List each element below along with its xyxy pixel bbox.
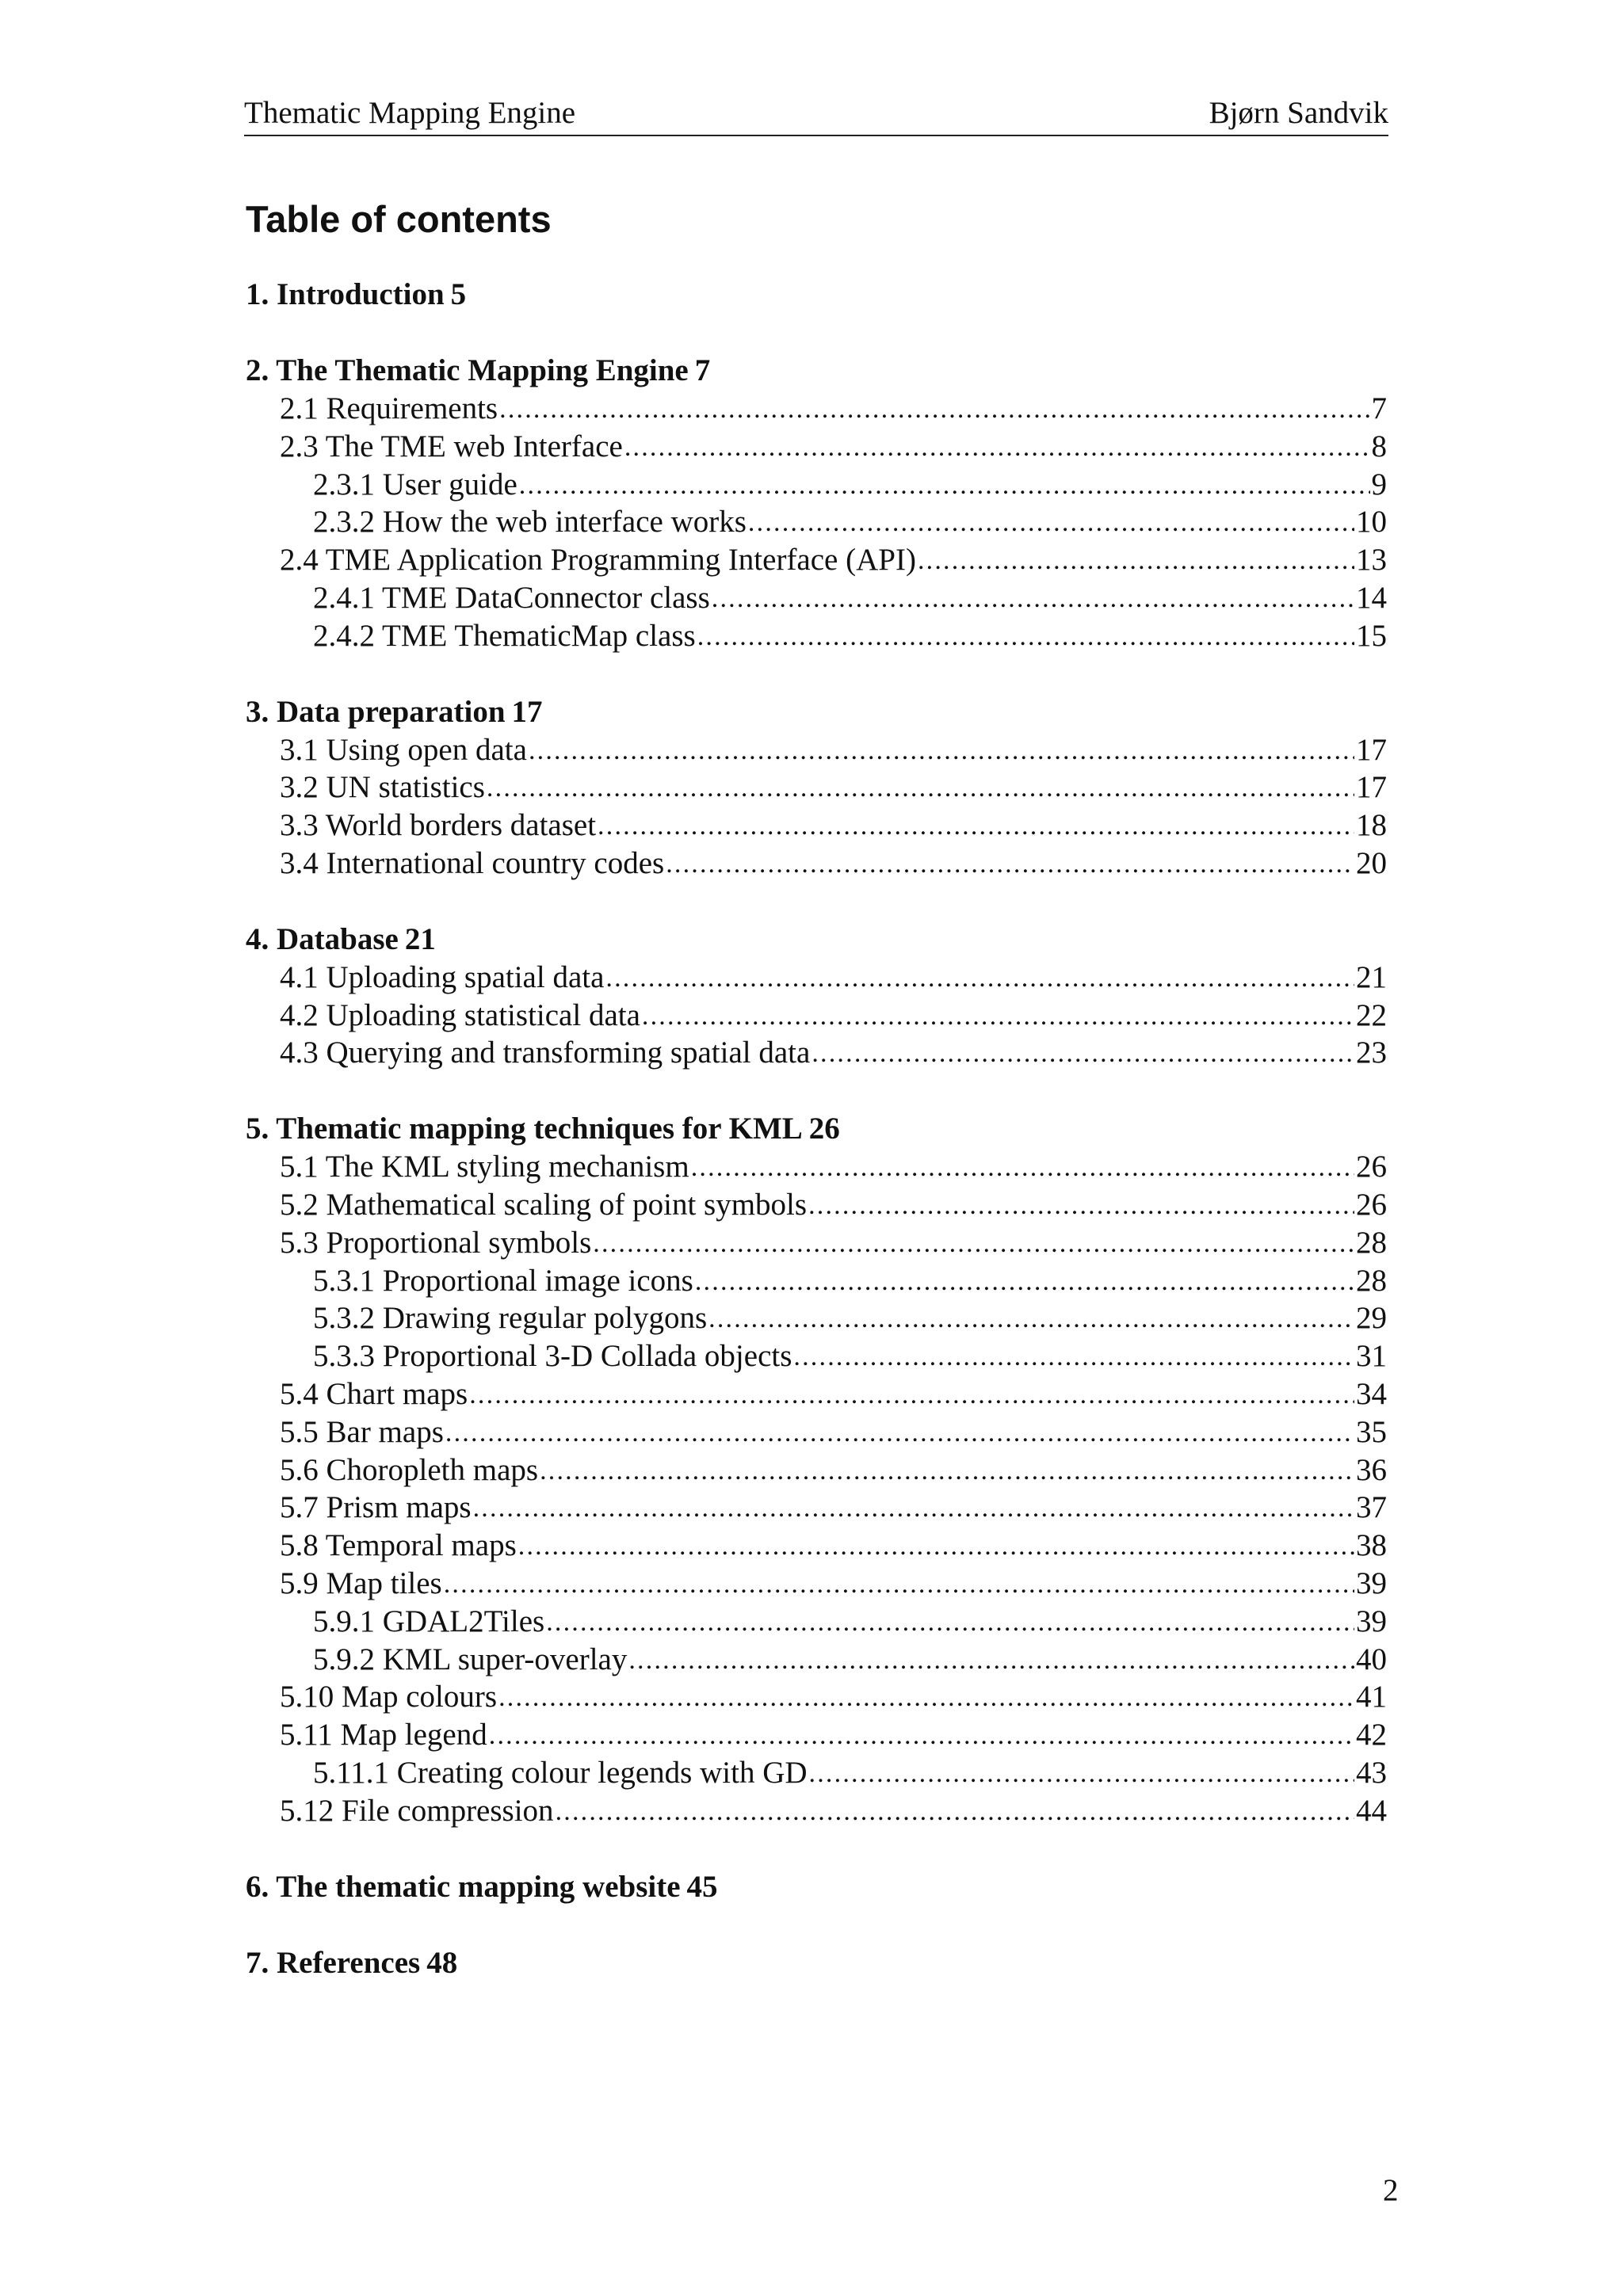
toc-entry[interactable] [246,1224,1387,1262]
toc-entry-label: 4.3 Querying and transforming spatial data [280,1035,811,1070]
toc-entry[interactable] [246,1641,1387,1679]
running-header [244,93,1388,136]
toc-entry-page-number: 17 [1356,770,1387,805]
page-title: Table of contents [246,198,552,240]
dot-leader [697,616,1354,656]
toc-entry[interactable] [246,845,1387,883]
toc-chapter-spacer [506,693,512,731]
toc-entry-label: 5.5 Bar maps [280,1414,444,1449]
toc-entry[interactable] [246,1337,1387,1375]
dot-leader [498,1677,1354,1717]
toc-entry[interactable] [246,1186,1387,1224]
dot-leader [793,1337,1354,1376]
toc-entry-page-number: 39 [1356,1566,1387,1600]
toc-entry-page-number: 29 [1356,1301,1387,1336]
toc-entry-label: 2.1 Requirements [280,391,498,425]
toc-entry-label: 5.2 Mathematical scaling of point symbols [280,1187,808,1222]
toc-entry-label: 5.1 The KML styling mechanism [280,1150,689,1184]
toc-chapter-spacer [420,1944,426,1982]
dot-leader [487,768,1354,807]
toc-entry-page-number: 34 [1356,1376,1387,1411]
toc-entry-label: 2.4.2 TME ThematicMap class [313,618,696,653]
toc-chapter-heading[interactable] [246,693,1387,731]
toc-chapter-heading[interactable] [246,1110,1387,1148]
toc-entry[interactable] [246,1262,1387,1300]
toc-entry-label: 2.3 The TME web Interface [280,429,623,463]
toc-entry-page-number: 39 [1356,1604,1387,1638]
toc-entry-label: 5.10 Map colours [280,1680,498,1714]
toc-entry-page-number: 26 [1356,1150,1387,1184]
toc-entry[interactable] [246,1148,1387,1186]
toc-entry-label: 2.4.1 TME DataConnector class [313,580,710,615]
toc-entry[interactable] [246,1413,1387,1451]
toc-chapter-page-number: 26 [808,1112,840,1146]
toc-entry-page-number: 13 [1356,543,1387,578]
toc-entry-page-number: 42 [1356,1718,1387,1753]
toc-entry-page-number: 40 [1356,1642,1387,1676]
dot-leader [518,1526,1354,1566]
toc-entry-page-number: 35 [1356,1414,1387,1449]
dot-leader [666,844,1354,883]
toc-chapter-label: 5. Thematic mapping techniques for KML [246,1112,803,1146]
toc-entry-label: 4.1 Uploading spatial data [280,959,605,994]
dot-leader [809,1753,1354,1793]
dot-leader [546,1602,1354,1642]
toc-chapter-label: 2. The Thematic Mapping Engine [246,353,689,387]
dot-leader [628,1640,1354,1680]
toc-entry-page-number: 14 [1356,580,1387,615]
dot-leader [918,540,1354,580]
toc-entry-page-number: 37 [1356,1490,1387,1525]
toc-entry-page-number: 28 [1356,1263,1387,1298]
toc-entry-page-number: 43 [1356,1755,1387,1790]
toc-entry[interactable] [246,541,1387,579]
toc-entry-page-number: 9 [1371,467,1387,502]
toc-entry[interactable] [246,1678,1387,1716]
toc-entry[interactable] [246,428,1387,466]
toc-chapter-heading[interactable] [246,921,1387,959]
toc-entry-label: 5.9.1 GDAL2Tiles [313,1604,545,1638]
toc-chapter-heading[interactable] [246,1868,1387,1906]
toc-entry-label: 4.2 Uploading statistical data [280,997,640,1032]
dot-leader [691,1147,1354,1187]
toc-entry[interactable] [246,1034,1387,1072]
toc-entry[interactable] [246,503,1387,541]
toc-entry-page-number: 8 [1371,429,1387,463]
dot-leader [489,1715,1354,1755]
toc-chapter-spacer [681,1868,687,1906]
toc-entry[interactable] [246,1375,1387,1413]
toc-entry-page-number: 44 [1356,1793,1387,1828]
header-document-title: Thematic Mapping Engine [244,96,576,130]
toc-entry-page-number: 41 [1356,1680,1387,1714]
toc-chapter-heading[interactable] [246,352,1387,390]
toc-chapter [246,276,1387,314]
table-of-contents [246,276,1387,2020]
toc-entry-label: 5.9.2 KML super-overlay [313,1642,628,1676]
toc-entry-label: 3.2 UN statistics [280,770,485,805]
toc-entry-label: 5.6 Choropleth maps [280,1452,539,1487]
toc-entry-page-number: 28 [1356,1225,1387,1260]
toc-entry-label: 5.9 Map tiles [280,1566,442,1600]
toc-chapter-label: 6. The thematic mapping website [246,1869,681,1904]
toc-entry-page-number: 22 [1356,997,1387,1032]
toc-entry-page-number: 31 [1356,1339,1387,1374]
toc-entry-label: 5.4 Chart maps [280,1376,468,1411]
toc-entry[interactable] [246,1792,1387,1830]
toc-entry-label: 3.1 Using open data [280,732,527,767]
toc-chapter [246,1944,1387,1982]
dot-leader [695,1261,1354,1301]
dot-leader [499,389,1369,429]
toc-entry[interactable] [246,1451,1387,1489]
toc-chapter [246,1868,1387,1906]
toc-entry[interactable] [246,390,1387,428]
toc-entry-label: 2.3.1 User guide [313,467,517,502]
toc-chapter-page-number: 17 [511,694,543,729]
toc-entry[interactable] [246,1754,1387,1792]
toc-entry[interactable] [246,466,1387,504]
toc-chapter-label: 7. References [246,1945,421,1980]
toc-entry-label: 5.3.1 Proportional image icons [313,1263,693,1298]
toc-chapter-heading[interactable] [246,1944,1387,1982]
dot-leader [808,1185,1354,1225]
dot-leader [598,806,1354,845]
toc-entry-label: 5.3.2 Drawing regular polygons [313,1301,708,1336]
toc-chapter-spacer [399,921,405,959]
toc-entry-page-number: 7 [1371,391,1387,425]
toc-chapter [246,352,1387,655]
toc-chapter-page-number: 45 [686,1869,718,1904]
toc-chapter-label: 4. Database [246,921,399,956]
dot-leader [444,1564,1354,1604]
toc-entry-page-number: 15 [1356,618,1387,653]
toc-entry-label: 2.4 TME Application Programming Interface (API) [280,543,916,578]
toc-entry[interactable] [246,769,1387,807]
toc-chapter-spacer [803,1110,809,1148]
toc-chapter [246,921,1387,1072]
toc-chapter [246,1110,1387,1829]
toc-entry[interactable] [246,1716,1387,1754]
toc-entry-label: 5.11.1 Creating colour legends with GD [313,1755,808,1790]
dot-leader [605,958,1354,997]
toc-entry-page-number: 10 [1356,505,1387,540]
toc-entry-page-number: 17 [1356,732,1387,767]
toc-entry-page-number: 20 [1356,845,1387,880]
toc-entry-label: 5.3 Proportional symbols [280,1225,592,1260]
toc-entry[interactable] [246,997,1387,1035]
toc-entry[interactable] [246,959,1387,997]
toc-entry-page-number: 18 [1356,808,1387,843]
toc-entry[interactable] [246,617,1387,655]
dot-leader [469,1375,1354,1414]
dot-leader [642,996,1354,1035]
toc-entry-label: 5.11 Map legend [280,1718,487,1753]
toc-chapter-page-number: 21 [404,921,436,956]
toc-chapter-label: 3. Data preparation [246,694,506,729]
toc-chapter-label: 1. Introduction [246,277,445,311]
toc-entry[interactable] [246,1299,1387,1337]
toc-entry-page-number: 26 [1356,1187,1387,1222]
toc-entry-label: 5.3.3 Proportional 3-D Collada objects [313,1339,792,1374]
toc-entry[interactable] [246,579,1387,617]
header-author: Bjørn Sandvik [1209,96,1388,130]
toc-entry-label: 2.3.2 How the web interface works [313,505,747,540]
toc-entry-page-number: 23 [1356,1035,1387,1070]
toc-entry[interactable] [246,1603,1387,1641]
dot-leader [540,1451,1354,1490]
toc-chapter-page-number: 48 [426,1945,458,1980]
dot-leader [593,1223,1354,1263]
dot-leader [708,1299,1354,1338]
dot-leader [712,578,1354,618]
toc-chapter-spacer [689,352,695,390]
toc-chapter-heading[interactable] [246,276,1387,314]
toc-entry-page-number: 36 [1356,1452,1387,1487]
dot-leader [473,1488,1354,1527]
toc-entry-label: 3.4 International country codes [280,845,665,880]
toc-entry-label: 5.7 Prism maps [280,1490,472,1525]
toc-entry-page-number: 38 [1356,1528,1387,1563]
toc-chapter-page-number: 7 [694,353,711,387]
toc-entry[interactable] [246,731,1387,769]
toc-entry[interactable] [246,1527,1387,1565]
dot-leader [519,465,1370,505]
toc-chapter-page-number: 5 [450,277,467,311]
dot-leader [529,730,1354,770]
toc-entry[interactable] [246,1489,1387,1527]
dot-leader [624,427,1370,467]
dot-leader [556,1791,1354,1831]
toc-chapter-spacer [445,276,451,314]
toc-entry-label: 5.8 Temporal maps [280,1528,517,1563]
dot-leader [445,1413,1354,1452]
toc-entry[interactable] [246,807,1387,845]
toc-entry[interactable] [246,1565,1387,1603]
page-number: 2 [1383,2173,1399,2207]
dot-leader [748,502,1354,542]
toc-entry-label: 5.12 File compression [280,1793,554,1828]
toc-entry-label: 3.3 World borders dataset [280,808,597,843]
dot-leader [812,1033,1354,1073]
toc-chapter [246,693,1387,883]
toc-entry-page-number: 21 [1356,959,1387,994]
